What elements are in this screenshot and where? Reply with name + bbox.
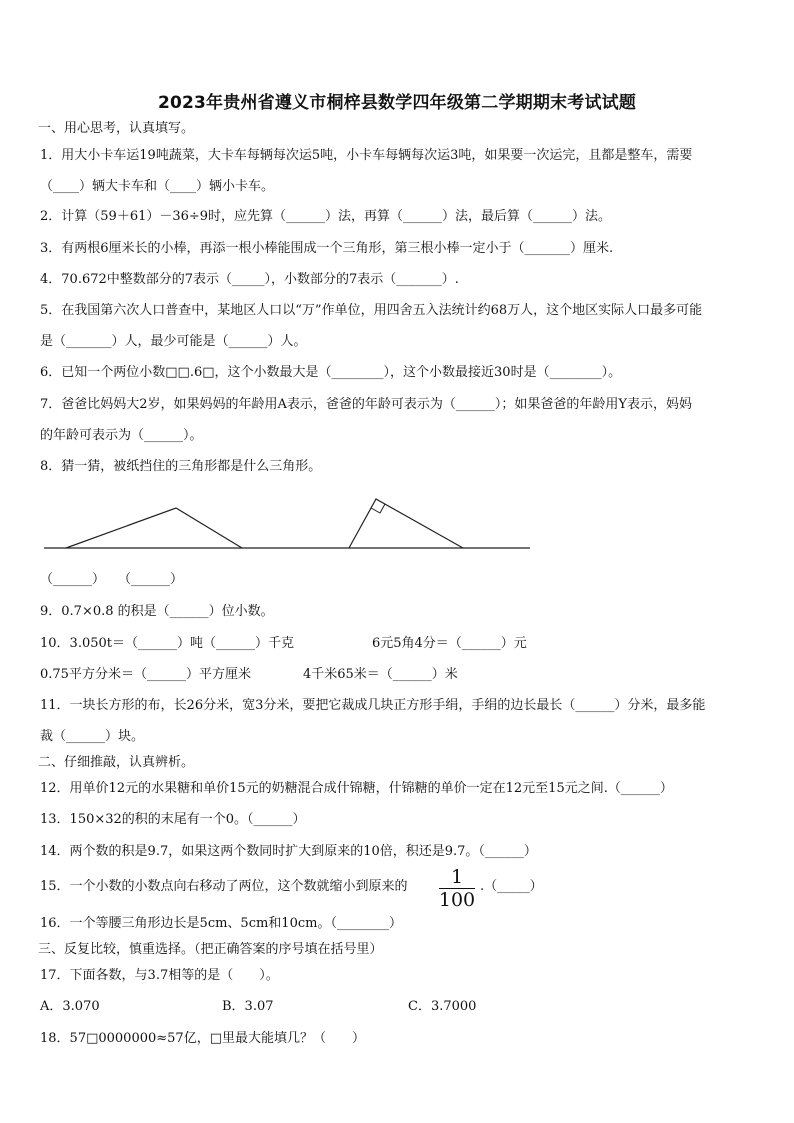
- question-7-line-1: 7．爸爸比妈妈大2岁，如果妈妈的年龄用A表示，爸爸的年龄可表示为（______）；如果爸爸的年龄用Y表示，妈妈: [40, 397, 693, 412]
- hidden-triangles-figure: [44, 494, 534, 554]
- question-1-line-2: （____）辆大卡车和（____）辆小卡车。: [40, 179, 275, 194]
- fraction-one-hundredth: [437, 867, 477, 910]
- question-7-line-2: 的年龄可表示为（______）。: [40, 428, 203, 443]
- question-17-option-c: C．3.7000: [408, 999, 477, 1014]
- question-10-line-2: 0.75平方分米＝（______）平方厘米 4千米65米＝（______）米: [40, 667, 458, 682]
- question-9: 9．0.7×0.8 的积是（______）位小数。: [40, 604, 274, 619]
- section-3-heading: 三、反复比较，慎重选择。（把正确答案的序号填在括号里）: [38, 942, 383, 957]
- question-17: 17．下面各数，与3.7相等的是（ ）。: [40, 968, 279, 983]
- exam-title: 2023年贵州省遵义市桐梓县数学四年级第二学期期末考试试题: [157, 93, 637, 113]
- question-14: 14．两个数的积是9.7，如果这两个数同时扩大到原来的10倍，积还是9.7。（______）: [40, 844, 537, 859]
- question-1-line-1: 1．用大小卡车运19吨蔬菜，大卡车每辆每次运5吨，小卡车每辆每次运3吨，如果要一次运完，且都是整车，需要: [40, 148, 693, 163]
- question-3: 3．有两根6厘米长的小棒，再添一根小棒能围成一个三角形，第三根小棒一定小于（_______）厘米.: [40, 241, 614, 256]
- obtuse-triangle-outline: [66, 508, 242, 548]
- question-11-line-2: 裁（______）块。: [40, 729, 145, 744]
- right-triangle-outline: [349, 499, 463, 548]
- question-8-answers: （______） （______）: [40, 572, 184, 587]
- question-4: 4．70.672中整数部分的7表示（_____），小数部分的7表示（_______）.: [40, 272, 459, 287]
- section-2-heading: 二、仔细推敲，认真辨析。: [38, 755, 195, 770]
- question-12: 12．用单价12元的水果糖和单价15元的奶糖混合成什锦糖，什锦糖的单价一定在12元至15元之间.（______）: [40, 781, 673, 796]
- fraction-numerator: 1: [450, 866, 464, 888]
- question-18: 18．57□0000000≈57亿，□里最大能填几？（ ）: [40, 1031, 365, 1046]
- question-5-line-1: 5．在我国第六次人口普查中，某地区人口以“万”作单位，用四舍五入法统计约68万人，这个地区实际人口最多可能: [40, 303, 703, 318]
- question-13: 13．150×32的积的末尾有一个0。（______）: [40, 812, 306, 827]
- question-8: 8．猜一猜，被纸挡住的三角形都是什么三角形。: [40, 459, 322, 474]
- question-15-tail: .（_____）: [480, 879, 543, 894]
- question-17-option-b: B．3.07: [222, 999, 274, 1014]
- question-2: 2．计算（59＋61）－36÷9时，应先算（______）法，再算（______）法，最后算（______）法。: [40, 209, 612, 224]
- question-15: 15．一个小数的小数点向右移动了两位，这个数就缩小到原来的: [40, 879, 408, 894]
- section-1-heading: 一、用心思考，认真填写。: [38, 121, 195, 136]
- fraction-denominator: 100: [438, 889, 476, 911]
- question-10-line-1: 10．3.050t＝（______）吨（______）千克 6元5角4分＝（______）元: [40, 636, 527, 651]
- question-11-line-1: 11．一块长方形的布，长26分米，宽3分米，要把它裁成几块正方形手绢，手绢的边长最长（______）分米，最多能: [40, 698, 706, 713]
- question-16: 16．一个等腰三角形边长是5cm、5cm和10cm。（________）: [40, 916, 402, 931]
- question-17-option-a: A．3.070: [40, 999, 100, 1014]
- question-6: 6．已知一个两位小数□□.6□，这个小数最大是（________），这个小数最接近30时是（________）。: [40, 365, 622, 380]
- question-5-line-2: 是（_______）人，最少可能是（______）人。: [40, 334, 307, 349]
